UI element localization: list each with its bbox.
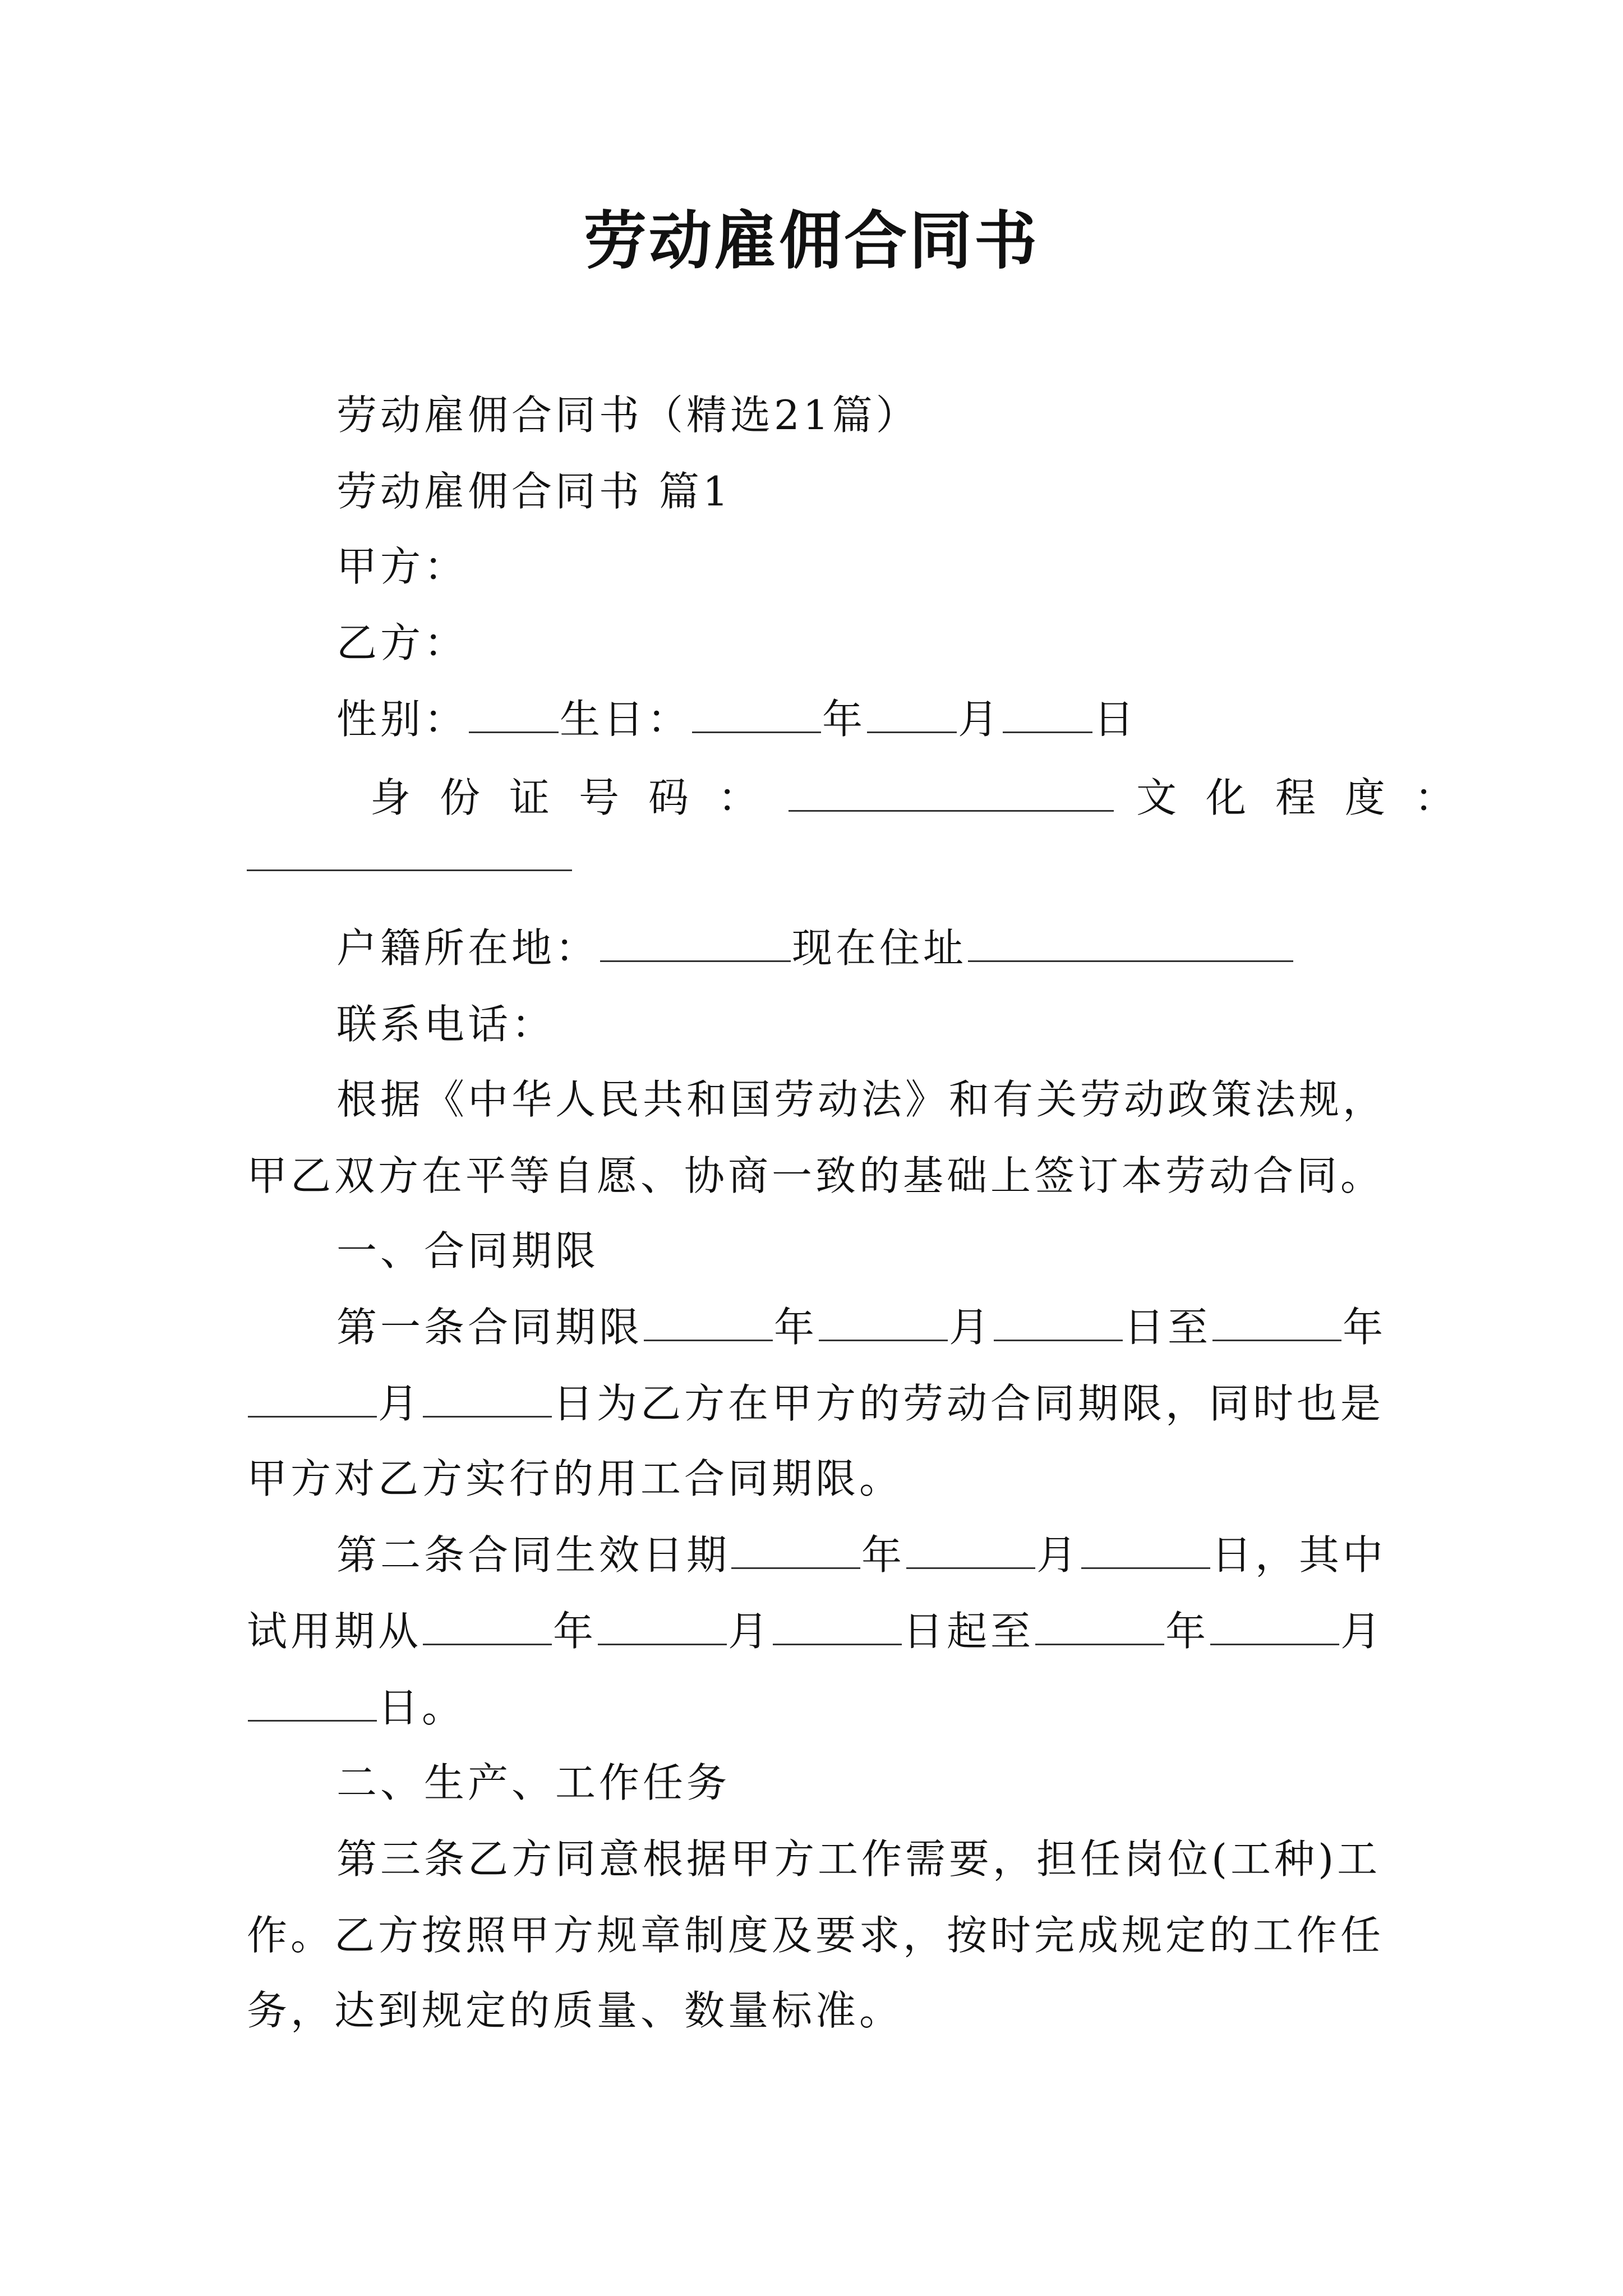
trial-day-blank[interactable]: [773, 1608, 902, 1645]
a2-month-label: 月: [1036, 1531, 1081, 1579]
a1-day-to-label: 日至: [1124, 1304, 1212, 1351]
section1-title: 一、合同期限: [336, 1227, 600, 1274]
article1-line-2: [247, 1375, 1384, 1432]
section2-title: 二、生产、工作任务: [336, 1759, 731, 1806]
gender-birthday-line: [336, 691, 1137, 747]
education-label: 文化程度：: [1136, 774, 1484, 821]
trial-day-end-label: 日。: [378, 1684, 466, 1731]
address-line: [336, 920, 1294, 976]
gender-label: 性别：: [336, 696, 468, 743]
a1-month-label: 月: [949, 1304, 993, 1351]
trial-year-blank[interactable]: [423, 1608, 552, 1645]
subtitle: 劳动雇佣合同书（精选21篇）: [336, 392, 920, 439]
trial-prefix: 试用期从: [247, 1608, 422, 1655]
article1-line-3: 甲方对乙方实行的用工合同期限。: [247, 1455, 903, 1502]
year-label: 年: [822, 696, 866, 743]
party-a-label: 甲方：: [336, 543, 468, 590]
a1-line2-suffix: 日为乙方在甲方的劳动合同期限，同时也是: [553, 1380, 1385, 1427]
section-header: 劳动雇佣合同书 篇1: [336, 468, 732, 515]
a1-end-year-label: 年: [1343, 1304, 1387, 1351]
article2-line-2: [247, 1603, 1384, 1659]
trial-month-label: 月: [728, 1608, 772, 1655]
a1-end-day-blank[interactable]: [423, 1380, 552, 1418]
a1-year-blank[interactable]: [644, 1304, 773, 1341]
trial-end-month-label: 月: [1340, 1608, 1385, 1655]
article3-line-1: 第三条乙方同意根据甲方工作需要，担任岗位(工种)工: [336, 1835, 1381, 1883]
a2-day-mid-label: 日，其中: [1211, 1531, 1387, 1579]
article1-line-1: [336, 1299, 1386, 1355]
intro-line-2: 甲乙双方在平等自愿、协商一致的基础上签订本劳动合同。: [247, 1152, 1385, 1199]
a2-month-blank[interactable]: [906, 1531, 1035, 1569]
current-address-blank[interactable]: [968, 924, 1293, 962]
a1-day-blank[interactable]: [994, 1304, 1123, 1341]
party-b-label: 乙方：: [336, 619, 468, 666]
a1-end-month-blank[interactable]: [248, 1380, 377, 1418]
trial-day-from-label: 日起至: [903, 1608, 1035, 1655]
phone-label: 联系电话：: [336, 1001, 556, 1048]
article3-line-2: 作。乙方按照甲方规章制度及要求，按时完成规定的工作任: [247, 1912, 1385, 1959]
household-blank[interactable]: [600, 924, 791, 962]
trial-end-year-blank[interactable]: [1035, 1608, 1164, 1645]
trial-month-blank[interactable]: [598, 1608, 727, 1645]
birthday-label: 生日：: [560, 696, 691, 743]
a2-year-blank[interactable]: [731, 1531, 860, 1569]
article3-line-3: 务，达到规定的质量、数量标准。: [247, 1987, 903, 2034]
trial-year-label: 年: [553, 1608, 597, 1655]
a1-year-label: 年: [774, 1304, 818, 1351]
birth-month-blank[interactable]: [867, 696, 957, 733]
a1-end-year-blank[interactable]: [1212, 1304, 1341, 1341]
article2-line-1: [336, 1527, 1386, 1583]
a1-end-month-label: 月: [378, 1380, 422, 1427]
a1-month-blank[interactable]: [819, 1304, 948, 1341]
document-title: 劳动雇佣合同书: [584, 204, 1039, 278]
intro-line-1: 根据《中华人民共和国劳动法》和有关劳动政策法规，: [336, 1076, 1387, 1123]
household-label: 户籍所在地：: [336, 924, 600, 972]
birth-day-blank[interactable]: [1003, 696, 1092, 733]
trial-end-month-blank[interactable]: [1210, 1608, 1339, 1645]
trial-end-year-label: 年: [1165, 1608, 1210, 1655]
education-blank[interactable]: [247, 864, 572, 871]
article2-prefix: 第二条合同生效日期: [336, 1531, 731, 1579]
article2-line-3: [247, 1680, 465, 1736]
id-education-line: [370, 770, 1484, 826]
a2-year-label: 年: [861, 1531, 906, 1579]
day-label: 日: [1094, 696, 1138, 743]
a2-day-blank[interactable]: [1081, 1531, 1210, 1569]
article1-prefix: 第一条合同期限: [336, 1304, 643, 1351]
gender-blank[interactable]: [469, 696, 559, 733]
current-address-label: 现在住址: [792, 924, 967, 972]
id-number-blank[interactable]: [789, 774, 1114, 812]
trial-end-day-blank[interactable]: [248, 1684, 377, 1722]
id-label: 身份证号码：: [370, 774, 788, 821]
birth-year-blank[interactable]: [692, 696, 821, 733]
month-label: 月: [958, 696, 1002, 743]
